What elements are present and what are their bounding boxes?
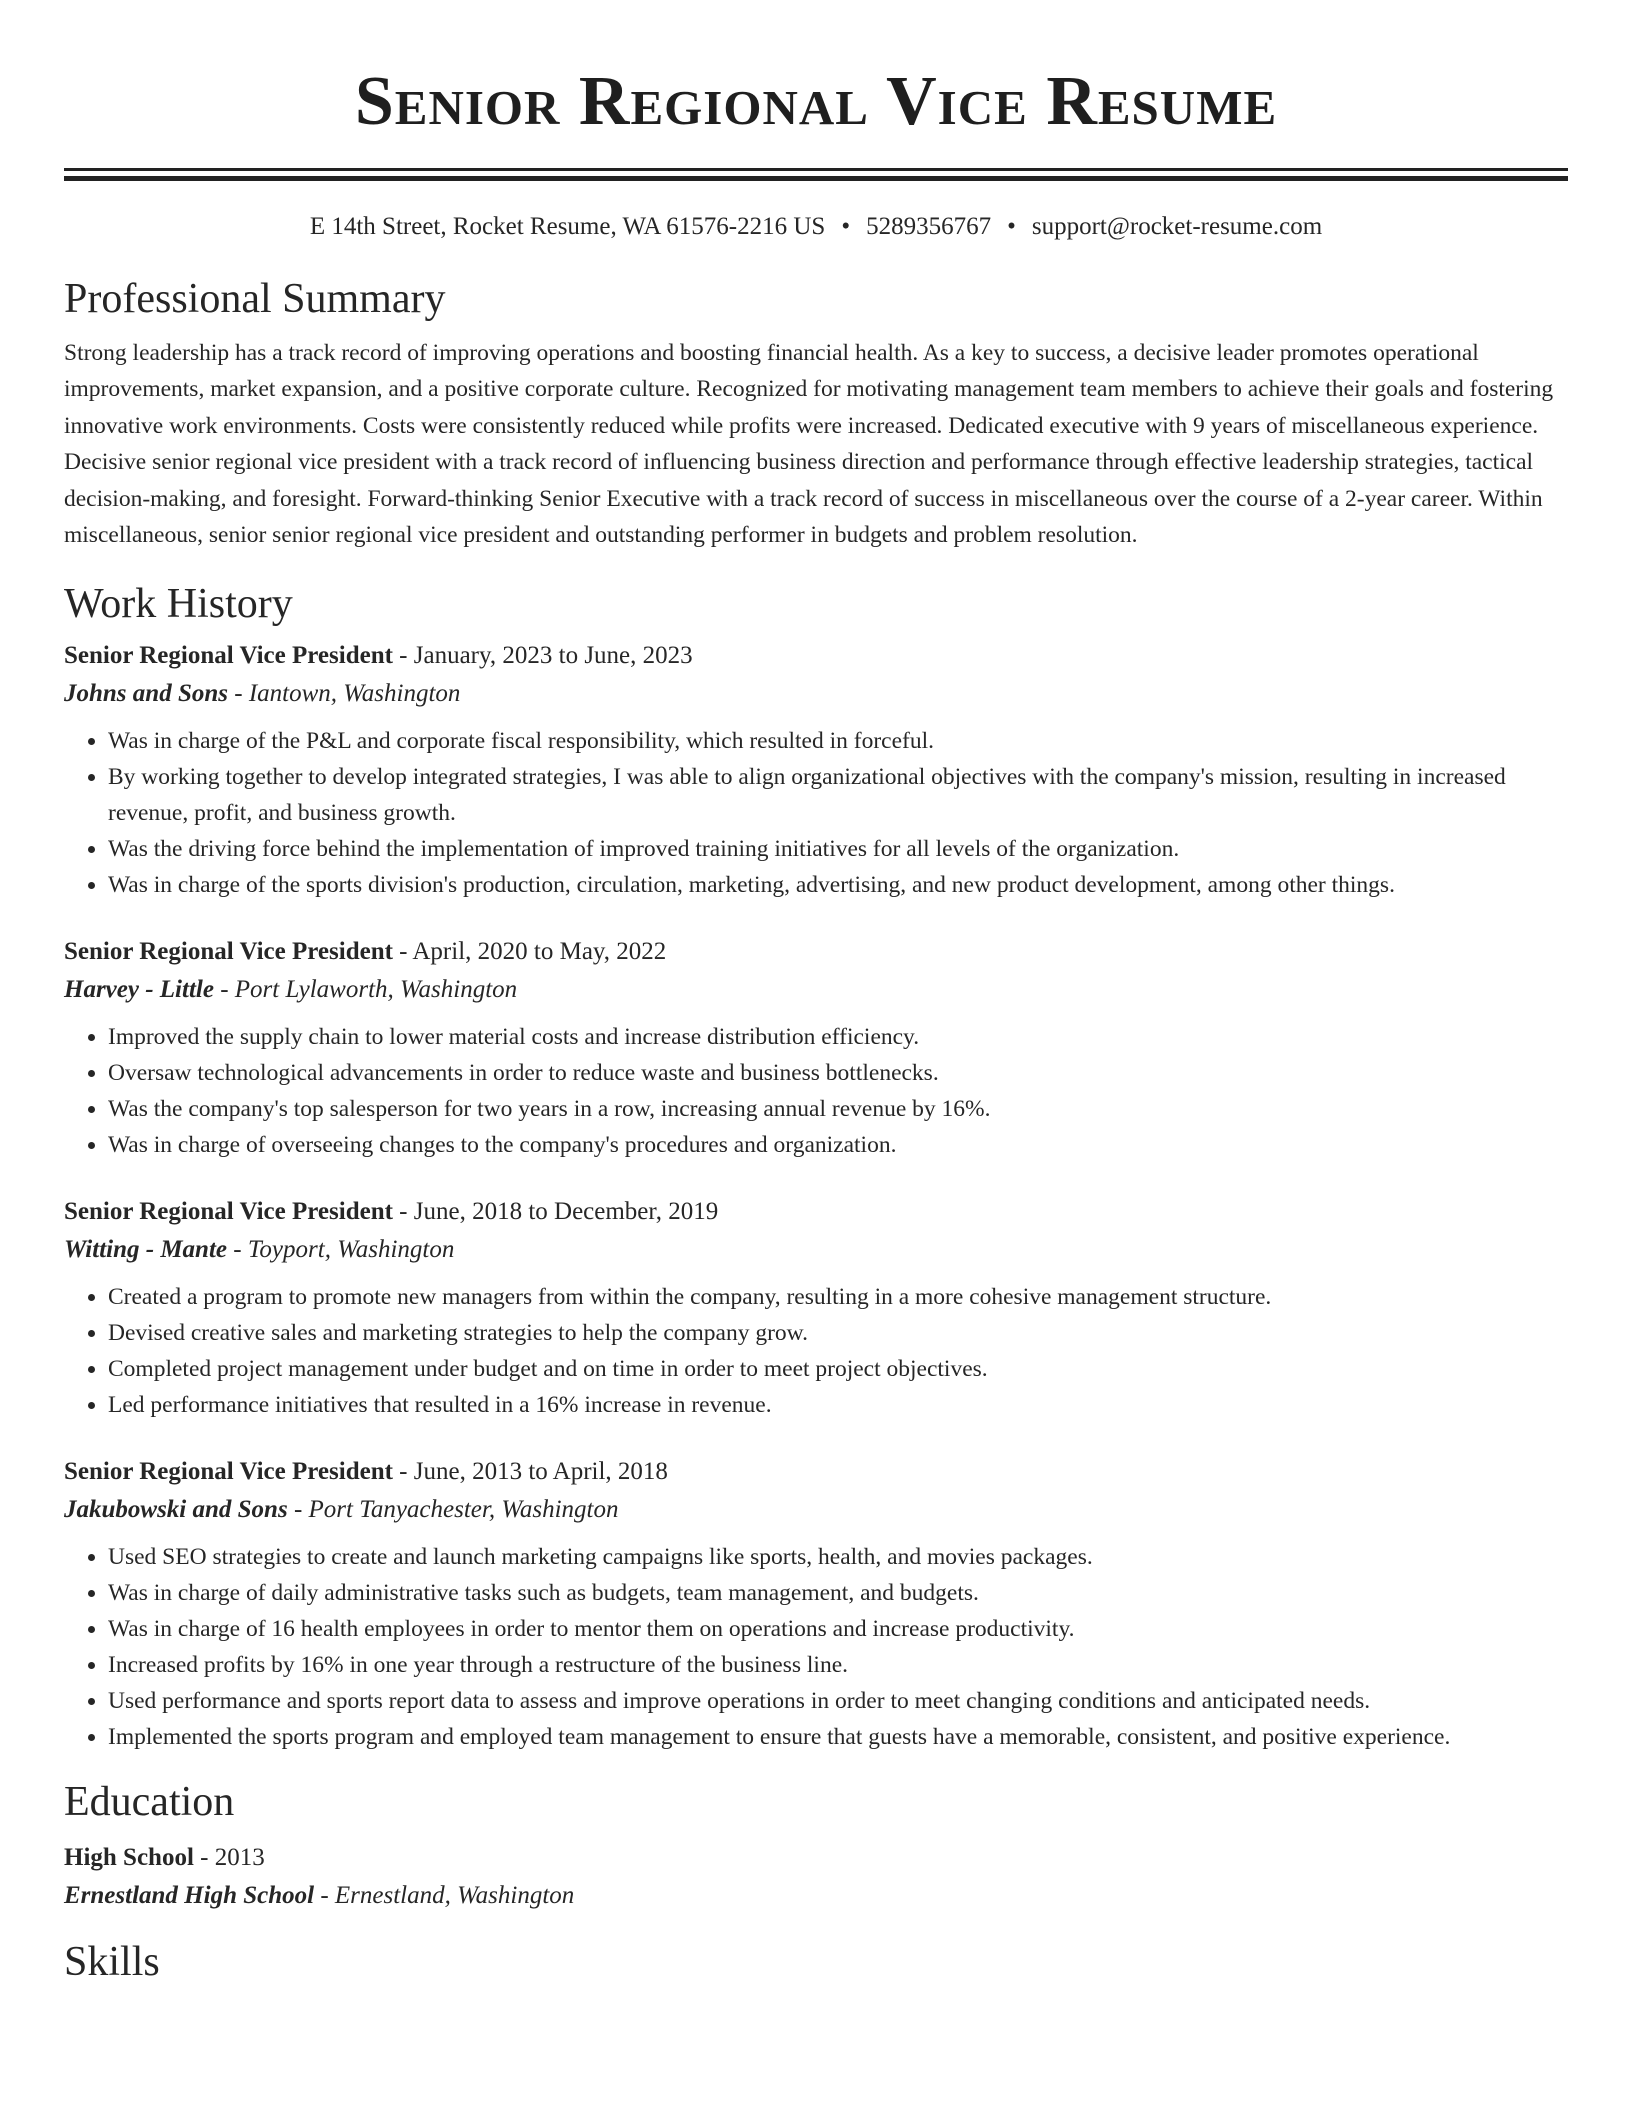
company-dash: - <box>227 680 249 708</box>
job-dash: - <box>392 642 414 670</box>
company-line <box>64 1491 1568 1529</box>
job-title: Senior Regional Vice President <box>64 1198 393 1226</box>
job-entry <box>64 933 1568 1163</box>
job-bullet: • Used performance and sports report data to assess and improve operations in order to meet changing conditions and anticipated needs. <box>108 1683 1568 1719</box>
summary-heading: Professional Summary <box>64 276 446 322</box>
job-bullet: • Created a program to promote new managers from within the company, resulting in a more cohesive management structure. <box>108 1279 1568 1315</box>
job-title-line <box>64 1453 1568 1491</box>
degree-dash: - <box>193 1844 215 1872</box>
company-location: Port Tanyachester, Washington <box>308 1496 619 1524</box>
job-title-line <box>64 933 1568 971</box>
job-bullet: • Was in charge of the sports division's production, circulation, marketing, advertising, and new product development, among other things. <box>108 867 1568 903</box>
company-name: Johns and Sons <box>64 680 228 708</box>
school-line <box>64 1877 1568 1915</box>
job-bullet: • Implemented the sports program and employed team management to ensure that guests have a memorable, consistent, and positive experience. <box>108 1719 1568 1755</box>
company-name: Harvey - Little <box>64 976 214 1004</box>
job-dash: - <box>392 1458 414 1486</box>
job-entry <box>64 637 1568 903</box>
job-dates: April, 2020 to May, 2022 <box>412 938 667 966</box>
job-title-line <box>64 1193 1568 1231</box>
job-title: Senior Regional Vice President <box>64 642 393 670</box>
degree-year: 2013 <box>214 1844 265 1872</box>
job-bullet: • Was the driving force behind the implementation of improved training initiatives for all levels of the organization. <box>108 831 1568 867</box>
education-heading: Education <box>64 1779 235 1826</box>
degree-line <box>64 1839 1568 1877</box>
job-bullets <box>64 1539 1568 1755</box>
contact-separator: • <box>1007 213 1016 240</box>
job-bullet: • Oversaw technological advancements in order to reduce waste and business bottlenecks. <box>108 1055 1568 1091</box>
header-divider-bottom <box>64 176 1568 181</box>
job-title-line <box>64 637 1568 675</box>
job-bullet: • Increased profits by 16% in one year through a restructure of the business line. <box>108 1647 1568 1683</box>
job-title: Senior Regional Vice President <box>64 938 393 966</box>
company-name: Jakubowski and Sons <box>64 1496 288 1524</box>
job-bullet: • Was the company's top salesperson for two years in a row, increasing annual revenue by 16%. <box>108 1091 1568 1127</box>
company-name: Witting - Mante <box>64 1236 227 1264</box>
job-dates: January, 2023 to June, 2023 <box>413 642 693 670</box>
job-title: Senior Regional Vice President <box>64 1458 393 1486</box>
contact-address: E 14th Street, Rocket Resume, WA 61576-2216 US <box>309 213 826 240</box>
contact-phone: 5289356767 <box>866 213 992 240</box>
job-bullet: • Was in charge of daily administrative tasks such as budgets, team management, and budgets. <box>108 1575 1568 1611</box>
job-bullet: • Was in charge of the P&L and corporate fiscal responsibility, which resulted in forceful. <box>108 723 1568 759</box>
company-location: Iantown, Washington <box>248 680 461 708</box>
company-line <box>64 971 1568 1009</box>
contact-separator: • <box>841 213 851 240</box>
school-dash: - <box>314 1882 335 1910</box>
school-name: Ernestland High School <box>64 1882 315 1910</box>
job-bullet: • Improved the supply chain to lower material costs and increase distribution efficiency. <box>108 1019 1568 1055</box>
job-bullet: • Devised creative sales and marketing strategies to help the company grow. <box>108 1315 1568 1351</box>
job-dates: June, 2013 to April, 2018 <box>413 1458 668 1486</box>
job-bullets <box>64 1019 1568 1163</box>
resume-title: Senior Regional Vice Resume <box>354 63 1278 140</box>
company-location: Toyport, Washington <box>247 1236 455 1264</box>
job-entry <box>64 1453 1568 1755</box>
job-bullet: • Completed project management under budget and on time in order to meet project objectives. <box>108 1351 1568 1387</box>
job-bullet: • Was in charge of overseeing changes to the company's procedures and organization. <box>108 1127 1568 1163</box>
job-bullets <box>64 723 1568 903</box>
job-bullet: • By working together to develop integrated strategies, I was able to align organizational objectives with the company's mission, resulting in increased revenue, profit, and business growth. <box>108 759 1568 831</box>
header-divider-top <box>64 168 1568 171</box>
job-dash: - <box>392 938 413 966</box>
job-dates: June, 2018 to December, 2019 <box>413 1198 719 1226</box>
resume-page <box>64 0 1568 1987</box>
contact-email: support@rocket-resume.com <box>1031 213 1323 240</box>
company-dash: - <box>213 976 235 1004</box>
summary-text: Strong leadership has a track record of improving operations and boosting financial health. As a key to success, a decisive leader promotes operational improvements, market expansion, and a positive corporate culture. Recognized for motivating management team members to achieve their goals and fostering innovative work environments. Costs were consistently reduced while profits were increased. Dedicated executive with 9 years of miscellaneous experience. Decisive senior regional vice president with a track record of influencing business direction and performance through effective leadership strategies, tactical decision-making, and foresight. Forward-thinking Senior Executive with a track record of success in miscellaneous over the course of a 2-year career. Within miscellaneous, senior senior regional vice president and outstanding performer in budgets and problem resolution. <box>64 340 1554 549</box>
school-location: Ernestland, Washington <box>334 1882 575 1910</box>
job-bullets <box>64 1279 1568 1423</box>
degree: High School <box>64 1844 194 1872</box>
company-line <box>64 1231 1568 1269</box>
job-bullet: • Was in charge of 16 health employees in order to mentor them on operations and increase productivity. <box>108 1611 1568 1647</box>
company-location: Port Lylaworth, Washington <box>234 976 518 1004</box>
contact-line <box>64 211 1568 243</box>
skills-heading: Skills <box>64 1939 160 1986</box>
company-dash: - <box>227 1236 248 1264</box>
job-bullet: • Led performance initiatives that resulted in a 16% increase in revenue. <box>108 1387 1568 1423</box>
company-dash: - <box>287 1496 309 1524</box>
job-entry <box>64 1193 1568 1423</box>
company-line <box>64 675 1568 713</box>
job-dash: - <box>392 1198 414 1226</box>
work-history-heading: Work History <box>64 581 293 628</box>
job-bullet: • Used SEO strategies to create and launch marketing campaigns like sports, health, and movies packages. <box>108 1539 1568 1575</box>
education-entry <box>64 1839 1568 1915</box>
